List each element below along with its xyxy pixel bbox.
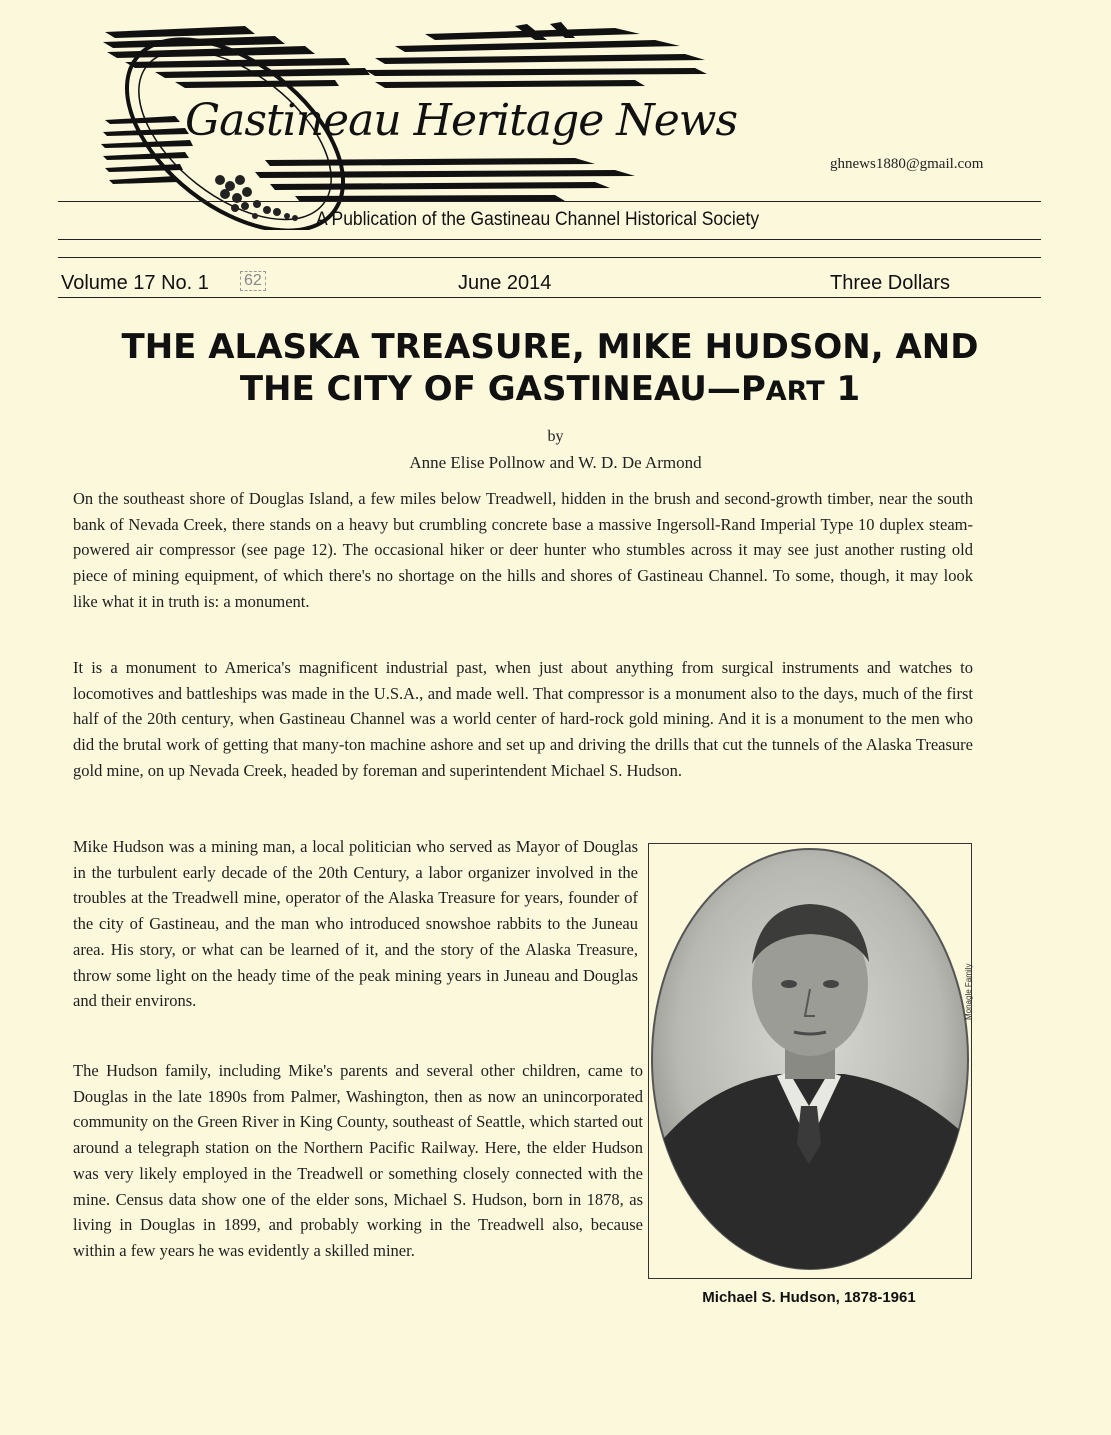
contact-email: ghnews1880@gmail.com xyxy=(830,156,984,172)
headline-line-2-main: THE CITY OF GASTINEAU—P xyxy=(239,369,766,409)
portrait-image xyxy=(649,844,971,1278)
issue-rule-top xyxy=(58,257,1041,258)
headline-line-1: THE ALASKA TREASURE, MIKE HUDSON, AND xyxy=(121,327,979,367)
article-paragraph-2: It is a monument to America's magnificent industrial past, when just about anything from surgical instruments and watches to locomotives and battleships was made in the U.S.A., and made well. That compressor is a monument also to the days, much of the first half of the 20th century, when Gastineau Channel was a world center of hard-rock gold mining. And it is a monument to the men who did the brutal work of getting that many-ton machine ashore and set up and driving the drills that cut the tunnels of the Alaska Treasure gold mine, on up Nevada Creek, headed by foreman and superintendent Michael S. Hudson. xyxy=(73,658,973,780)
masthead-rule-top xyxy=(58,201,1041,202)
issue-volume: Volume 17 No. 1 xyxy=(61,272,209,294)
article-paragraph-4: The Hudson family, including Mike's parents and several other children, came to Douglas in the late 1890s from Palmer, Washington, then as now an unincorporated community on the Green River in King County, southeast of Seattle, which started out around a telegraph station on the Northern Pacific Railway. Here, the elder Hudson was very likely employed in the Treadwell or something closely connected with the mine. Census data show one of the elder sons, Michael S. Hudson, born in 1878, as living in Douglas in 1899, and probably working in the Treadwell also, because within a few years he was evidently a skilled miner. xyxy=(73,1061,643,1260)
issue-date: June 2014 xyxy=(458,272,552,294)
article-paragraph-1: On the southeast shore of Douglas Island, a few miles below Treadwell, hidden in the brush and second-growth timber, near the south bank of Nevada Creek, there stands on a heavy but crumbling concrete base a massive Ingersoll-Rand Imperial Type 10 duplex steam-powered air compressor (see page 12). The occasional hiker or deer hunter who stumbles across it may see just another rusting old piece of mining equipment, of which there's no shortage on the hills and shores of Gastineau Channel. To some, though, it may look like what it in truth is: a monument. xyxy=(73,489,973,611)
issue-price: Three Dollars xyxy=(830,272,951,294)
masthead-rule-bottom xyxy=(58,239,1041,240)
masthead-title: Gastineau Heritage News xyxy=(185,95,738,146)
headline-line-2 xyxy=(40,368,1060,413)
issue-rule-bottom xyxy=(58,297,1041,298)
photo-caption: Michael S. Hudson, 1878-1961 xyxy=(702,1289,916,1306)
byline-authors: Anne Elise Pollnow and W. D. De Armond xyxy=(409,453,702,472)
headline-line-2-smallcaps: ART xyxy=(765,376,825,407)
portrait-photo xyxy=(648,843,972,1279)
byline-by: by xyxy=(547,428,564,445)
masthead-subtitle: A Publication of the Gastineau Channel Historical Society xyxy=(316,209,760,230)
headline-line-2-number: 1 xyxy=(824,369,861,409)
article-headline xyxy=(40,326,1060,413)
issue-handwritten-note: 62 xyxy=(240,271,266,291)
photo-credit: Monagle Family xyxy=(964,963,973,1020)
article-paragraph-3: Mike Hudson was a mining man, a local politician who served as Mayor of Douglas in the turbulent early decade of the 20th Century, a labor organizer involved in the troubles at the Treadwell mine, operator of the Alaska Treasure for years, founder of the city of Gastineau, and the man who introduced snowshoe rabbits to the Juneau area. His story, or what can be learned of it, and the story of the Alaska Treasure, throw some light on the heady time of the peak mining years in Juneau and Douglas and their environs. xyxy=(73,837,638,1011)
